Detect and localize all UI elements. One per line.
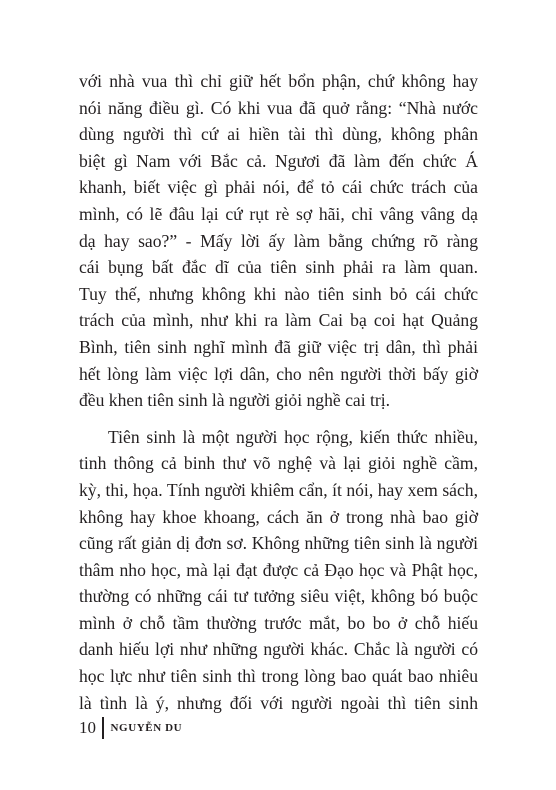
text-line: mình ở chỗ tầm thường trước mắt, bo bo ở chỗ hiếu — [79, 612, 478, 633]
text-line: nói năng điều gì. Có khi vua đã quở rằng: “Nhà nước — [79, 97, 478, 118]
paragraph — [79, 424, 478, 717]
text-line: Tuy thế, nhưng không khi nào tiên sinh bỏ cái chức — [79, 283, 478, 304]
text-line: Bình, tiên sinh nghĩ mình đã giữ việc trị dân, thì phải — [79, 336, 478, 357]
running-head: NGUYỄN DU — [110, 722, 183, 734]
text-line: cũng rất giản dị đơn sơ. Không những tiên sinh là người — [79, 533, 478, 554]
text-line: với nhà vua thì chỉ giữ hết bổn phận, chứ không hay — [79, 71, 478, 91]
text-line: Tiên sinh là một người học rộng, kiến thức nhiều, — [108, 426, 478, 447]
text-line: biệt gì Nam với Bắc cả. Ngươi đã làm đến chức Á — [79, 150, 478, 171]
page-number: 10 — [79, 718, 96, 737]
text-line: là tình là ý, nhưng đối với người ngoài thì tiên sinh — [79, 692, 478, 713]
text-line: thường có những cái tư tưởng siêu việt, không bó buộc — [79, 586, 478, 607]
body-text — [79, 68, 478, 716]
text-line: không hay khoe khoang, cách ăn ở trong nhà bao giờ — [79, 506, 478, 527]
text-line: kỳ, thi, họa. Tính người khiêm cẩn, ít nói, hay xem sách, — [79, 479, 478, 500]
text-line: trách của mình, như khi ra làm Cai bạ coi hạt Quảng — [79, 310, 478, 331]
paragraph — [79, 68, 478, 414]
text-line: mình, có lẽ đâu lại cứ rụt rè sợ hãi, chỉ vâng vâng dạ — [79, 203, 478, 224]
footer-divider — [102, 717, 104, 739]
text-line: khanh, biết việc gì phải nói, để tỏ cái chức trách của — [79, 177, 478, 198]
text-line: dùng người thì cứ ai hiền tài thì dùng, không phân — [79, 124, 478, 145]
text-line: cái bụng bất đắc dĩ của tiên sinh phải ra làm quan. — [79, 257, 478, 278]
text-line: dạ hay sao?” - Mấy lời ấy làm bằng chứng rõ ràng — [79, 230, 478, 251]
text-line: danh hiếu lợi như những người khác. Chắc là người có — [79, 639, 478, 660]
text-line: thâm nho học, mà lại đạt được cả Đạo học và Phật học, — [79, 559, 478, 580]
text-line: hết lòng làm việc lợi dân, cho nên người thời bấy giờ — [79, 363, 478, 384]
text-line: tinh thông cả binh thư võ nghệ và lại giỏi nghề cầm, — [79, 453, 478, 474]
text-line: học lực như tiên sinh thì trong lòng bao quát bao nhiêu — [79, 666, 478, 687]
text-line: đều khen tiên sinh là người giỏi nghề cai trị. — [79, 390, 391, 411]
page-footer — [79, 715, 182, 741]
